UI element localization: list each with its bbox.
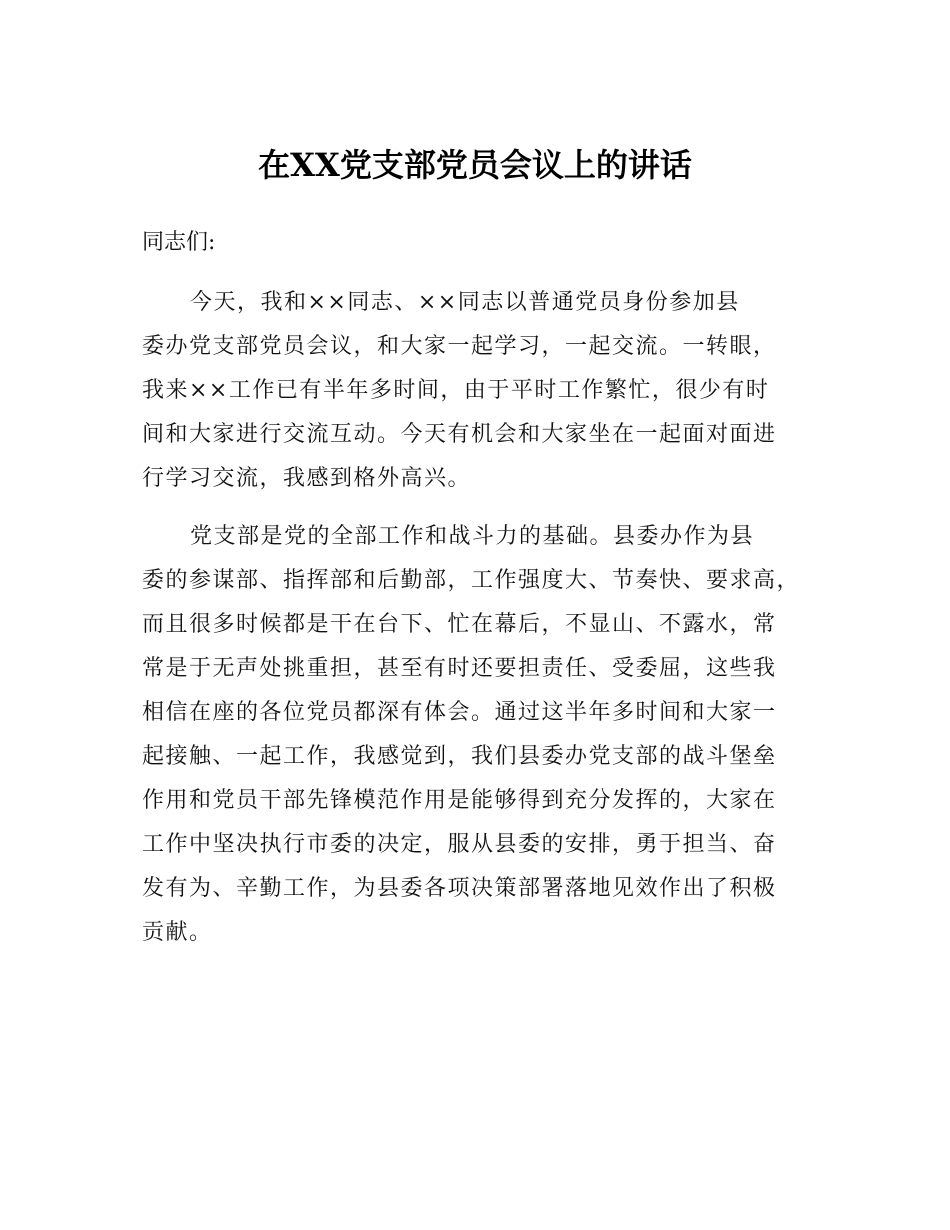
paragraph-line: 今天，我和××同志、××同志以普通党员身份参加县	[190, 290, 740, 315]
paragraph-2	[142, 515, 832, 955]
paragraph-line: 我来××工作已有半年多时间，由于平时工作繁忙，很少有时	[142, 378, 770, 403]
paragraph-line: 而且很多时候都是干在台下、忙在幕后，不显山、不露水，常	[142, 612, 777, 637]
document-title: 在XX党支部党员会议上的讲话	[258, 146, 692, 184]
paragraph-line: 相信在座的各位党员都深有体会。通过这半年多时间和大家一	[142, 700, 777, 725]
paragraph-line: 常是于无声处挑重担，甚至有时还要担责任、受委屈，这些我	[142, 656, 777, 681]
paragraph-line: 委办党支部党员会议，和大家一起学习，一起交流。一转眼，	[142, 334, 777, 359]
paragraph-line: 行学习交流，我感到格外高兴。	[142, 466, 472, 491]
paragraph-line: 工作中坚决执行市委的决定，服从县委的安排，勇于担当、奋	[142, 832, 777, 857]
salutation: 同志们:	[142, 230, 216, 255]
paragraph-line: 发有为、辛勤工作，为县委各项决策部署落地见效作出了积极	[142, 876, 777, 901]
paragraph-line: 委的参谋部、指挥部和后勤部，工作强度大、节奏快、要求高，	[142, 568, 801, 593]
paragraph-line: 贡献。	[142, 920, 213, 945]
paragraph-line: 作用和党员干部先锋模范作用是能够得到充分发挥的，大家在	[142, 788, 777, 813]
paragraph-line: 党支部是党的全部工作和战斗力的基础。县委办作为县	[190, 524, 755, 549]
paragraph-1	[142, 281, 832, 501]
paragraph-line: 起接触、一起工作，我感觉到，我们县委办党支部的战斗堡垒	[142, 744, 777, 769]
paragraph-line: 间和大家进行交流互动。今天有机会和大家坐在一起面对面进	[142, 422, 777, 447]
